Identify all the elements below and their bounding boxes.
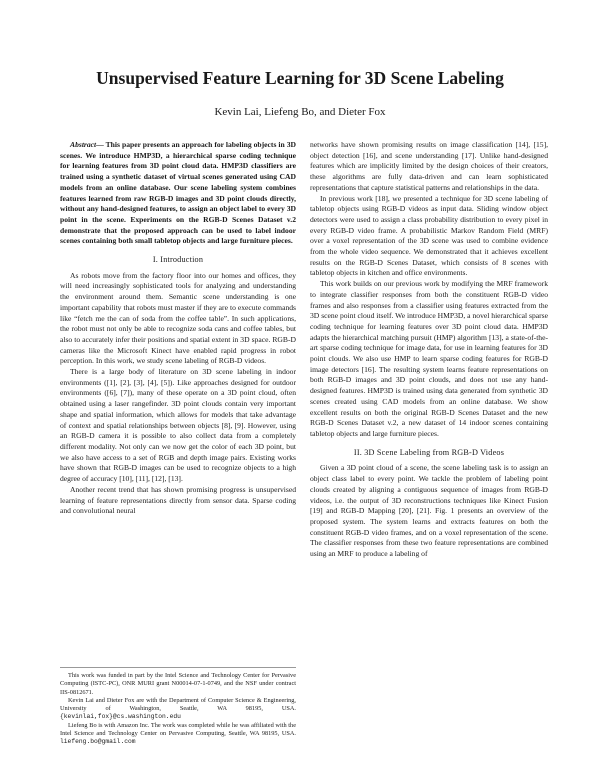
section-heading-introduction: I. Introduction	[152, 255, 204, 265]
footnote-affiliation-bo	[60, 722, 296, 747]
left-column	[60, 140, 296, 517]
right-paragraph-3: This work builds on our previous work by modifying the MRF framework to integrate classifier responses from both the constituent RGB-D video frames and also responses from a classifier using features extracted from the 3D scene point cloud itself. We introduce HMP3D, a novel hierarchical sparse coding technique for learning features over 3D point cloud data. HMP3D adapts the hierarchical matching pursuit (HMP) algorithm [13], a state-of-the-art sparse coding technique for image data, for use in learning features for 3D point clouds. We also use HMP to learn sparse coding features for RGB-D image detectors [16]. The resulting system learns feature representations on both RGB-D images and 3D point clouds, and does not use any hand-designed features. HMP3D is trained using data generated from synthetic 3D scenes created using CAD models from an online database. We show excellent results on both the original RGB-D Scenes Dataset and the new RGB-D Scenes Dataset v.2, a new dataset of 14 indoor scenes containing tabletop objects and large furniture pieces.	[310, 279, 548, 438]
right-paragraph-1: networks have shown promising results on image classification [14], [15], object detection [16], and scene understanding [17]. Unlike hand-designed features which are implicitly limited by the design choices of their creators, these algorithms are fully data-driven and can learn sophisticated representations that capture statistical patterns and relationships in the data.	[310, 140, 548, 192]
footnote-email-lai-fox: {kevinlai,fox}@cs.washington.edu	[60, 713, 181, 721]
footnote-funding: This work was funded in part by the Intel Science and Technology Center for Pervasive Computing (ISTC-PC), ONR MURI grant N00014-07-1-0749, and the NSF under contract IIS-0812671.	[60, 672, 296, 696]
paper-authors: Kevin Lai, Liefeng Bo, and Dieter Fox	[214, 106, 386, 118]
intro-paragraph-1: As robots move from the factory floor into our homes and offices, they will need increasingly sophisticated tools for analyzing and understanding the environment around them. Semantic scene understanding is one important capability that robots must master if they are to execute commands like “fetch me the can of soda from the coffee table”. In such applications, the robot must not only be able to recognize soda cans and coffee tables, but also to accurately infer their positions and spatial extent in 3D space. RGB-D cameras like the Microsoft Kinect have enabled rapid progress in robot perception. In this work, we study scene labeling of RGB-D videos.	[60, 270, 296, 366]
footnote-affiliation-lai-fox	[60, 697, 296, 722]
footnotes	[60, 667, 296, 747]
section-heading-scene-labeling: II. 3D Scene Labeling from RGB-D Videos	[353, 447, 505, 457]
abstract-text: — This paper presents an approach for labeling objects in 3D scenes. We introduce HMP3D, a hierarchical sparse coding technique for learning features from 3D point cloud data. HMP3D classifiers are trained using a synthetic dataset of virtual scenes generated using CAD models from an online database. Our scene labeling system combines features learned from raw RGB-D images and 3D point clouds directly, without any hand-designed features, to assign an object label to every 3D point in the scene. Experiments on the RGB-D Scenes Dataset v.2 demonstrate that the proposed approach can be used to label indoor scenes containing both small tabletop objects and large furniture pieces.	[60, 140, 296, 246]
intro-paragraph-2: There is a large body of literature on 3D scene labeling in indoor environments ([1], [2], [3], [4], [5]). Like approaches designed for outdoor environments ([6], [7]), many of these operate on a 3D point cloud, often obtained using a laser rangefinder. 3D point clouds contain very important shape and spatial information, which allows for models that take advantage of context and spatial relationships between objects [8], [9]. However, using an RGB-D camera it is possible to also collect data from a completely different modality. Not only can we now get the color of each 3D point, but we also have access to a set of RGB and depth image pairs. Existing works have shown that RGB-D images can be used to recognize objects to a high degree of accuracy [10], [11], [12], [13].	[60, 367, 296, 484]
section2-paragraph-1: Given a 3D point cloud of a scene, the scene labeling task is to assign an object class label to every point. We tackle the problem of labeling point clouds created by aligning a contiguous sequence of images from RGB-D videos, i.e. the output of 3D reconstructions techniques like Kinect Fusion [19] and RGB-D Mapping [20], [21]. Fig. 1 presents an overview of the proposed system. The system learns and extracts features on both the constituent RGB-D video frames, and on a voxel representation of the scene. The classifier responses from these two feature representations are combined using an MRF to produce a labeling of	[310, 463, 548, 559]
abstract-label: Abstract	[70, 140, 97, 149]
intro-paragraph-3: Another recent trend that has shown promising progress is unsupervised learning of feature representations directly from sensor data. Sparse coding and convolutional neural	[60, 484, 296, 516]
footnote-affiliation-bo-text: Liefeng Bo is with Amazon Inc. The work was completed while he was affiliated with the Intel Science and Technology Center on Pervasive Computing, Seattle, WA 98195, USA.	[60, 721, 296, 738]
paper-title: Unsupervised Feature Learning for 3D Scene Labeling	[96, 68, 504, 88]
footnote-affiliation-text: Kevin Lai and Dieter Fox are with the Department of Computer Science & Engineering, University of Washington, Seattle, WA 98195, USA.	[60, 696, 296, 713]
right-column	[310, 140, 548, 560]
right-paragraph-2: In previous work [18], we presented a technique for 3D scene labeling of tabletop objects using RGB-D videos as input data. Sliding window object detectors were used to assign a class probability distribution to every pixel in every RGB-D video frame. A probabilistic Markov Random Field (MRF) over a voxel representation of the 3D scene was used to combine evidence from the whole video sequence. We demonstrated that it achieves excellent results on the RGB-D Scenes Dataset, which consists of 8 scenes with tabletop objects in kitchen and office environments.	[310, 193, 548, 278]
footnote-email-bo: liefeng.bo@gmail.com	[60, 738, 136, 746]
abstract	[60, 140, 296, 247]
